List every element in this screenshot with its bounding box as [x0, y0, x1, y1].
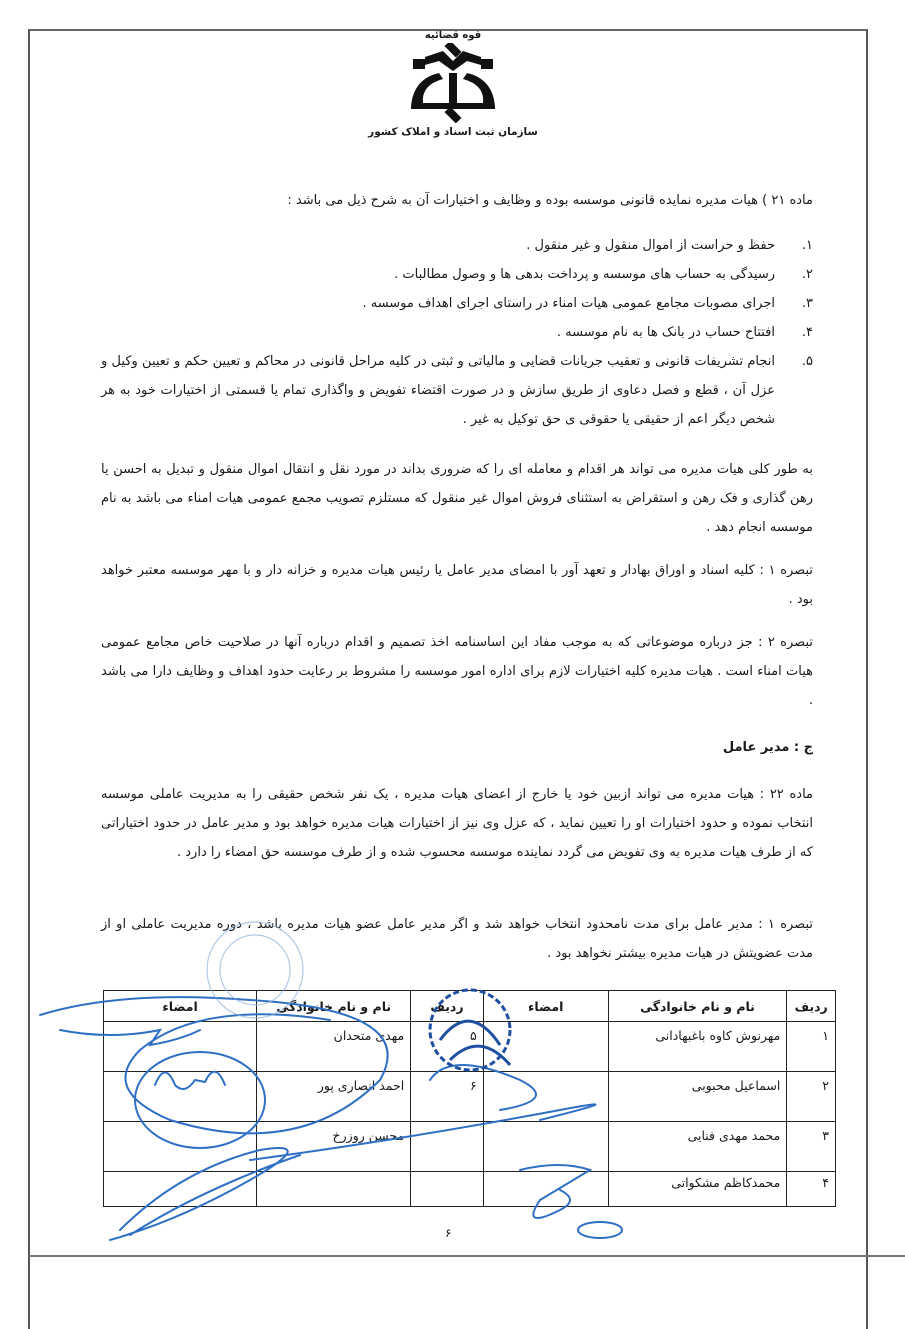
list-number: ۲. [801, 267, 813, 282]
member-name: احمد انصاری پور [257, 1072, 411, 1122]
member-name: محسن روزرخ [257, 1122, 411, 1172]
member-name: محمدکاظم مشکواتی [608, 1172, 787, 1207]
table-row [104, 1022, 836, 1072]
row-number: ۲ [787, 1072, 836, 1122]
signature-cell [104, 1172, 257, 1207]
header-row-no: ردیف [787, 991, 836, 1022]
list-text: انجام تشریفات قانونی و تعقیب جریانات قضایی و مالیاتی و ثبتی در کلیه مراحل قانونی در محاکم و تعیین حکم و تعیین وکیل و عزل آن ، قطع و فصل دعاوی از طریق سازش و در صورت اقتضاء تفویض و واگذاری تمام یا قسمتی از اختیارات خود به هر شخص دیگر اعم از حقیقی یا حقوقی ی حق توکیل به غیر . [101, 354, 775, 427]
logo-top-text: قوه قضائیه [424, 30, 482, 41]
member-name [257, 1172, 411, 1207]
list-text: رسیدگی به حساب های موسسه و پرداخت بدهی ها و وصول مطالبات . [394, 267, 775, 282]
list-item [101, 231, 813, 260]
list-item [101, 347, 813, 434]
list-item [101, 289, 813, 318]
list-item [101, 318, 813, 347]
table-row [104, 1172, 836, 1207]
note-2-paragraph: تبصره ۲ : جز درباره موضوعاتی که به موجب مفاد این اساسنامه اخذ تصمیم و اقدام درباره آنها در صلاحیت خاص مجامع عمومی هیات امناء است . هیات مدیره کلیه اختیارات لازم برای اداره امور موسسه را مشروط بر رعایت حدود اهداف و وظایف دارا می باشد . [101, 635, 813, 708]
signature-cell [104, 1122, 257, 1172]
signature-cell [104, 1072, 257, 1122]
header-name: نام و نام خانوادگی [257, 991, 411, 1022]
signature-cell [483, 1022, 608, 1072]
row-number [411, 1122, 484, 1172]
member-name: محمد مهدی فنایی [608, 1122, 787, 1172]
section-heading-ceo: ج : مدیر عامل [722, 740, 813, 755]
list-item [101, 260, 813, 289]
row-number: ۶ [411, 1072, 484, 1122]
row-number: ۱ [787, 1022, 836, 1072]
header-name: نام و نام خانوادگی [608, 991, 787, 1022]
signature-cell [483, 1072, 608, 1122]
ceo-note-1-paragraph: تبصره ۱ : مدیر عامل برای مدت نامحدود انتخاب خواهد شد و اگر مدیر عامل عضو هیات مدیره باشد ، دوره مدیریت عاملی او از مدت عضویتش در هیات مدیره بیشتر نخواهد بود . [101, 917, 814, 961]
row-number: ۳ [787, 1122, 836, 1172]
article-21-intro: ماده ۲۱ ) هیات مدیره نمایده قانونی موسسه بوده و وظایف و اختیارات آن به شرح ذیل می باشد : [287, 193, 813, 208]
list-number: ۴. [801, 325, 813, 340]
row-number: ۵ [411, 1022, 484, 1072]
member-name: مهدی متحدان [257, 1022, 411, 1072]
header-signature: امضاء [483, 991, 608, 1022]
bottom-rule [28, 1255, 905, 1257]
header-signature: امضاء [104, 991, 257, 1022]
row-number [411, 1172, 484, 1207]
list-number: ۵. [801, 354, 813, 369]
list-number: ۳. [801, 296, 813, 311]
list-number: ۱. [801, 238, 813, 253]
signature-cell [483, 1172, 608, 1207]
table-row [104, 1122, 836, 1172]
signature-table [103, 990, 836, 1207]
table-row [104, 1072, 836, 1122]
table-header-row [104, 991, 836, 1022]
list-text: حفظ و حراست از اموال منقول و غیر منقول . [526, 238, 775, 253]
member-name: مهرنوش کاوه باغبهادانی [608, 1022, 787, 1072]
scales-emblem-icon [403, 43, 503, 123]
list-text: افتتاح حساب در بانک ها به نام موسسه . [556, 325, 775, 340]
logo-bottom-text: سازمان ثبت اسناد و املاک کشور [368, 126, 538, 138]
article-22-paragraph: ماده ۲۲ : هیات مدیره می تواند ازبین خود یا خارج از اعضای هیات مدیره ، یک نفر شخص حقیقی را به مدیریت عاملی موسسه انتخاب نموده و حدود اختیارات او را تعیین نماید ، که عزل وی نیز از اختیارات هیات مدیره خواهد بود و مدیر عامل در حدود اختیاراتی که از طرف هیات مدیره به وی تفویض می گردد نماینده موسسه محسوب شده و از طرف موسسه حق امضاء را دارد . [101, 787, 813, 860]
page-number: ۶ [445, 1226, 452, 1240]
note-1-paragraph: تبصره ۱ : کلیه اسناد و اوراق بهادار و تعهد آور با امضای مدیر عامل یا رئیس هیات مدیره و خزانه دار و با مهر موسسه معتبر خواهد بود . [101, 563, 813, 607]
signature-cell [104, 1022, 257, 1072]
judiciary-logo [368, 30, 538, 142]
list-text: اجرای مصوبات مجامع عمومی هیات امناء در راستای اجرای اهداف موسسه . [362, 296, 775, 311]
general-powers-paragraph: به طور کلی هیات مدیره می تواند هر اقدام و معامله ای را که ضروری بداند در مورد نقل و انتقال اموال منقول و تبدیل به احسن یا رهن گذاری و فک رهن و استقراض به استثنای فروش اموال غیر منقول که مستلزم تصویب مجمع عمومی هیات امناء می باشد به نام موسسه انجام دهد . [101, 462, 813, 535]
signature-cell [483, 1122, 608, 1172]
row-number: ۴ [787, 1172, 836, 1207]
member-name: اسماعیل محبوبی [608, 1072, 787, 1122]
header-row-no: ردیف [411, 991, 484, 1022]
